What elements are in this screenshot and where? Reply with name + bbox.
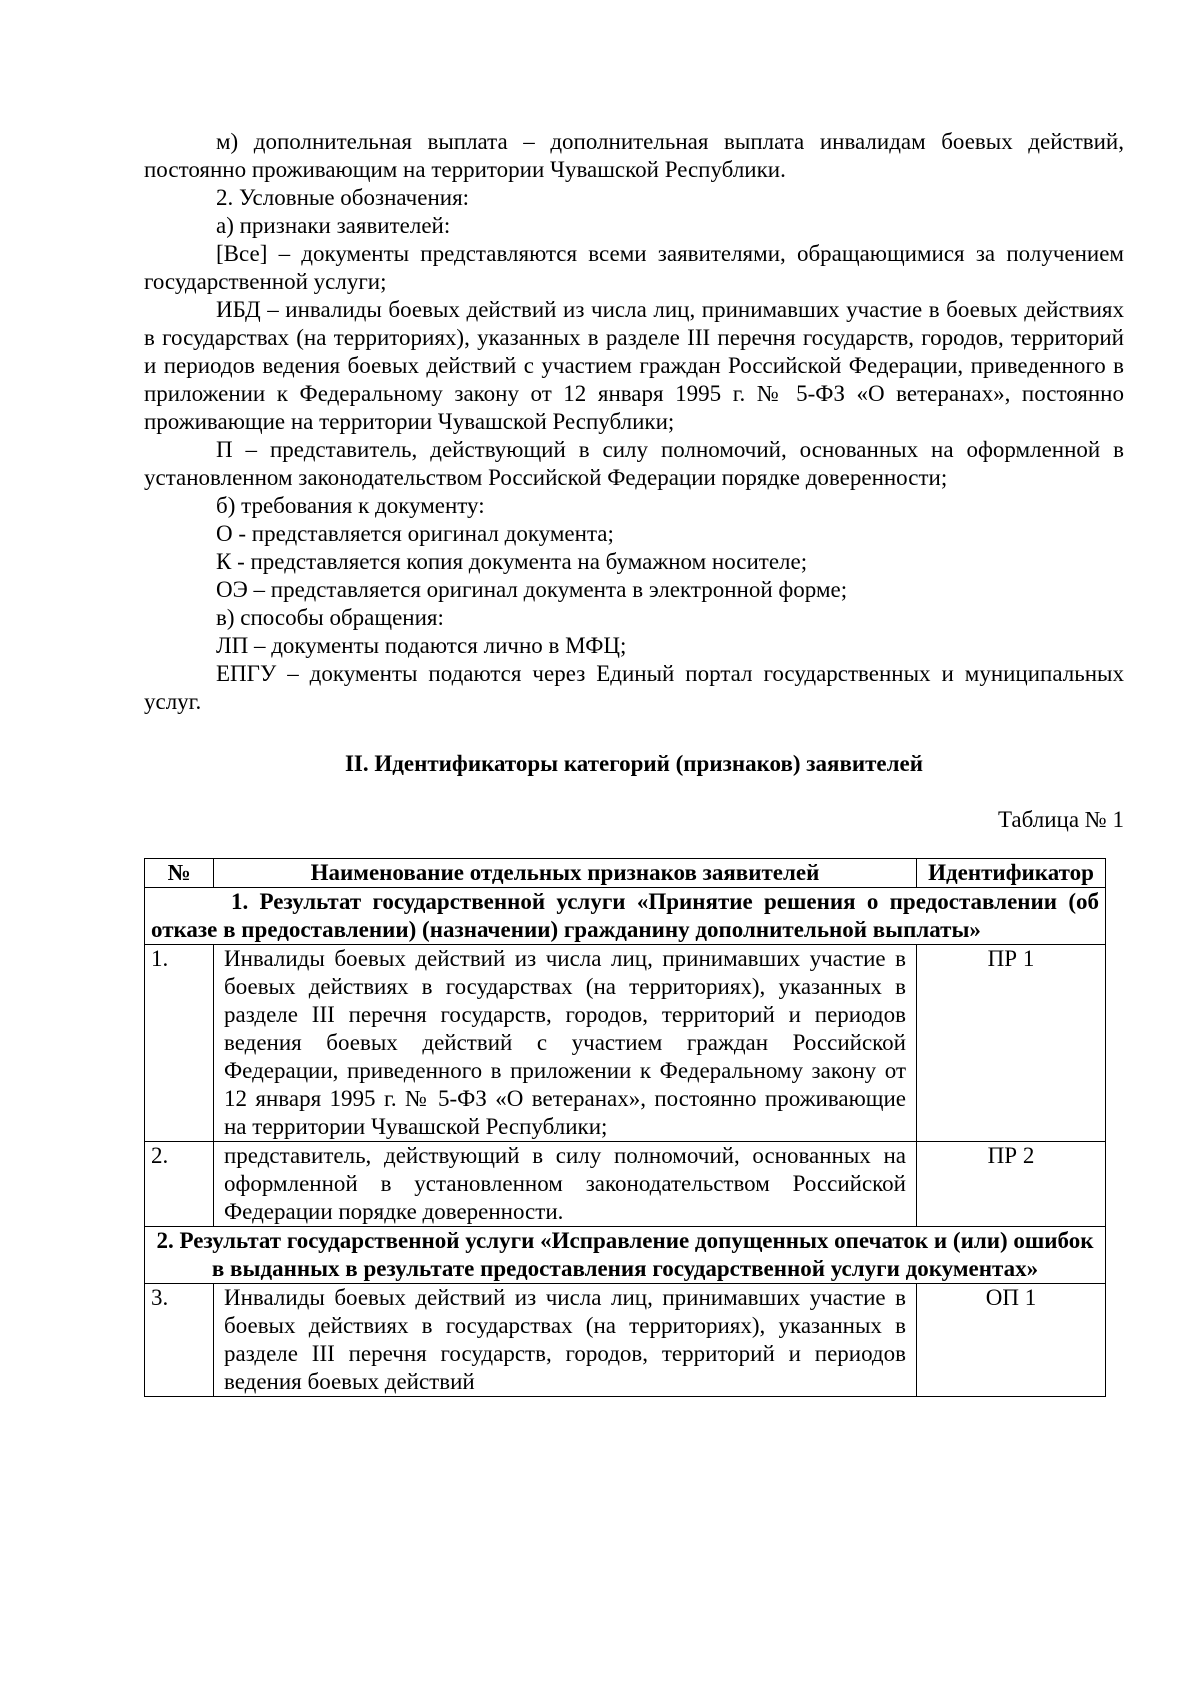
header-name: Наименование отдельных признаков заявителей (214, 859, 917, 888)
row-name: Инвалиды боевых действий из числа лиц, принимавших участие в боевых действиях в государствах (на территориях), указанных в разделе III перечня государств, городов, территорий и периодов ведения боевых действий (214, 1284, 917, 1397)
paragraph-copy: К - представляется копия документа на бумажном носителе; (216, 549, 808, 574)
row-identifier: ОП 1 (917, 1284, 1106, 1397)
paragraph-in-person: ЛП – документы подаются лично в МФЦ; (216, 633, 627, 658)
paragraph-original: О - представляется оригинал документа; (216, 521, 614, 546)
table-header-row (145, 859, 1106, 888)
paragraph-doc-requirements: б) требования к документу: (216, 493, 485, 518)
row-name: Инвалиды боевых действий из числа лиц, принимавших участие в боевых действиях в государствах (на территориях), указанных в разделе III перечня государств, городов, территорий и периодов ведения боевых действий с участием граждан Российской Федерации, приведенного в приложении к Федеральному закону от 12 января 1995 г. № 5-ФЗ «О ветеранах», постоянно проживающие на территории Чувашской Республики; (214, 945, 917, 1142)
identifiers-table (144, 858, 1106, 1397)
section-heading: II. Идентификаторы категорий (признаков) заявителей (344, 751, 924, 776)
header-number: № (145, 859, 214, 888)
row-number: 2. (145, 1142, 214, 1227)
paragraph-legend-title: 2. Условные обозначения: (216, 185, 470, 210)
section-2-title: 2. Результат государственной услуги «Исправление допущенных опечаток и (или) ошибок в выданных в результате предоставления государственной услуги документах» (145, 1227, 1106, 1284)
table-number: Таблица № 1 (997, 807, 1124, 832)
paragraph-applicant-signs: а) признаки заявителей: (216, 213, 451, 238)
paragraph-epgu: ЕПГУ – документы подаются через Единый портал государственных и муниципальных услуг. (144, 661, 1124, 714)
table-section-row (145, 1227, 1106, 1284)
table-section-row (145, 888, 1106, 945)
table-row (145, 945, 1106, 1142)
table-row (145, 1142, 1106, 1227)
table-row (145, 1284, 1106, 1397)
paragraph-ibd: ИБД – инвалиды боевых действий из числа лиц, принимавших участие в боевых действиях в государствах (на территориях), указанных в разделе III перечня государств, городов, территорий и периодов ведения боевых действий с участием граждан Российской Федерации, приведенного в приложении к Федеральному закону от 12 января 1995 г. № 5-ФЗ «О ветеранах», постоянно проживающие на территории Чувашской Республики; (144, 297, 1124, 434)
section-1-title: 1. Результат государственной услуги «Принятие решения о предоставлении (об отказе в предоставлении) (назначении) гражданину дополнительной выплаты» (145, 888, 1106, 945)
row-identifier: ПР 1 (917, 945, 1106, 1142)
paragraph-all-applicants: [Все] – документы представляются всеми заявителями, обращающимися за получением государственной услуги; (144, 241, 1124, 294)
row-identifier: ПР 2 (917, 1142, 1106, 1227)
paragraph-m-definition: м) дополнительная выплата – дополнительная выплата инвалидам боевых действий, постоянно проживающим на территории Чувашской Республики. (144, 129, 1124, 182)
row-name: представитель, действующий в силу полномочий, основанных на оформленной в установленном законодательством Российской Федерации порядке доверенности. (214, 1142, 917, 1227)
paragraph-representative: П – представитель, действующий в силу полномочий, основанных на оформленной в установленном законодательством Российской Федерации порядке доверенности; (144, 437, 1124, 490)
paragraph-electronic: ОЭ – представляется оригинал документа в электронной форме; (216, 577, 848, 602)
paragraph-methods: в) способы обращения: (216, 605, 444, 630)
header-identifier: Идентификатор (917, 859, 1106, 888)
row-number: 3. (145, 1284, 214, 1397)
row-number: 1. (145, 945, 214, 1142)
document-page (144, 128, 1124, 1397)
